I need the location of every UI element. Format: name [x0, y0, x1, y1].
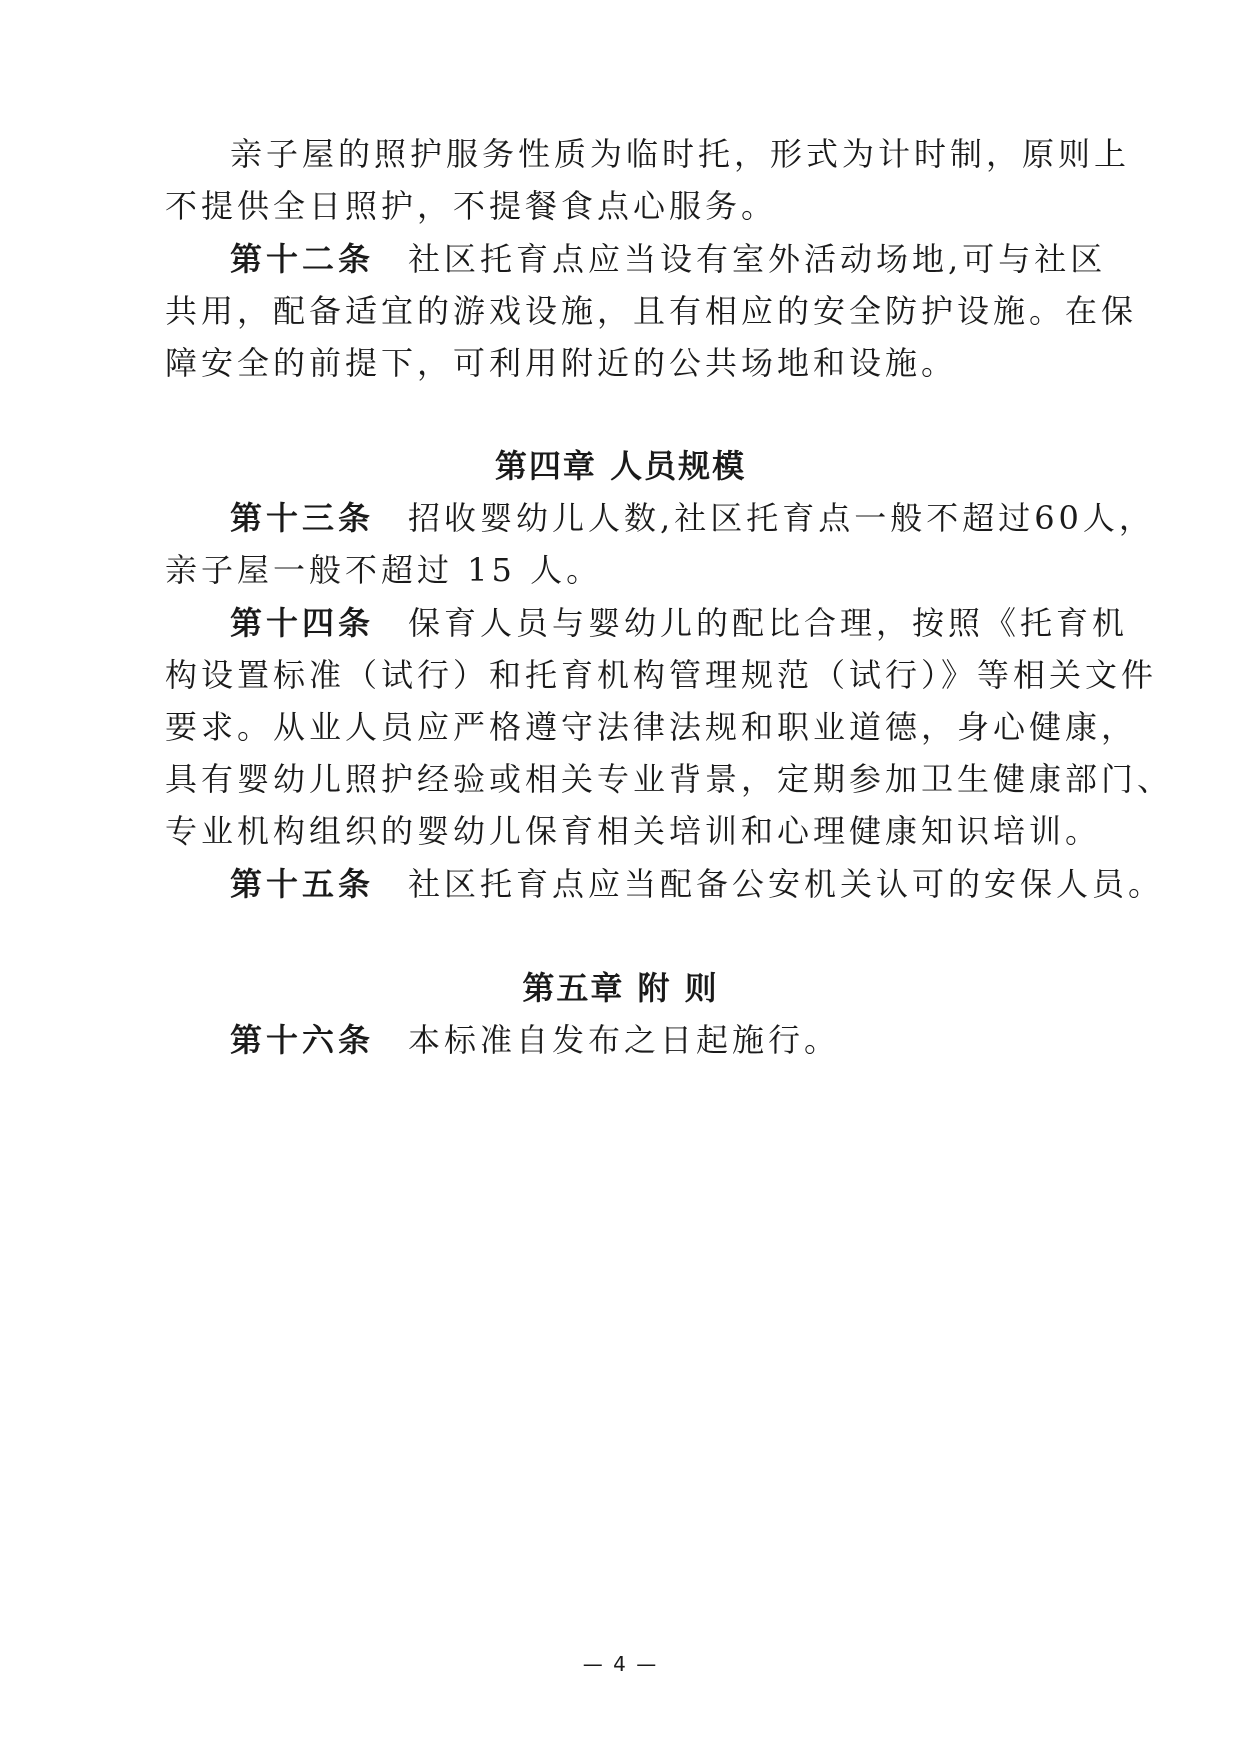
article-16-first-line: [230, 1020, 840, 1060]
article-12-first-line: [230, 239, 1106, 279]
article-15-first-line: [230, 864, 1164, 904]
paragraph-line: 亲子屋一般不超过 15 人。: [165, 551, 603, 589]
article-14-text: 保育人员与婴幼儿的配比合理，按照《托育机: [408, 604, 1129, 642]
article-13-label: 第十三条: [230, 499, 375, 537]
chapter-5-heading: 第五章 附 则: [522, 969, 719, 1007]
chapter-4-heading: 第四章 人员规模: [494, 447, 747, 485]
paragraph-line: 亲子屋的照护服务性质为临时托，形式为计时制，原则上: [230, 135, 1131, 173]
paragraph-line: 构设置标准（试行）和托育机构管理规范（试行）》等相关文件: [165, 656, 1158, 694]
article-14-first-line: [230, 603, 1128, 643]
article-14-label: 第十四条: [230, 604, 375, 642]
paragraph-line: 共用，配备适宜的游戏设施，且有相应的安全防护设施。在保: [165, 292, 1138, 330]
article-12-label: 第十二条: [230, 240, 375, 278]
article-15-label: 第十五条: [230, 865, 375, 903]
article-16-text: 本标准自发布之日起施行。: [408, 1021, 841, 1059]
paragraph-line: 专业机构组织的婴幼儿保育相关培训和心理健康知识培训。: [165, 812, 1102, 850]
paragraph-line: 不提供全日照护，不提餐食点心服务。: [165, 187, 778, 225]
paragraph-line: 具有婴幼儿照护经验或相关专业背景，定期参加卫生健康部门、: [165, 760, 1174, 798]
article-13-text: 招收婴幼儿人数,社区托育点一般不超过60人，: [408, 499, 1155, 537]
article-13-first-line: [230, 498, 1155, 538]
paragraph-line: 障安全的前提下，可利用附近的公共场地和设施。: [165, 344, 958, 382]
page-number: — 4 —: [582, 1652, 659, 1676]
article-15-text: 社区托育点应当配备公安机关认可的安保人员。: [408, 865, 1165, 903]
article-12-text: 社区托育点应当设有室外活动场地,可与社区: [408, 240, 1107, 278]
article-16-label: 第十六条: [230, 1021, 375, 1059]
paragraph-line: 要求。从业人员应严格遵守法律法规和职业道德，身心健康，: [165, 708, 1138, 746]
